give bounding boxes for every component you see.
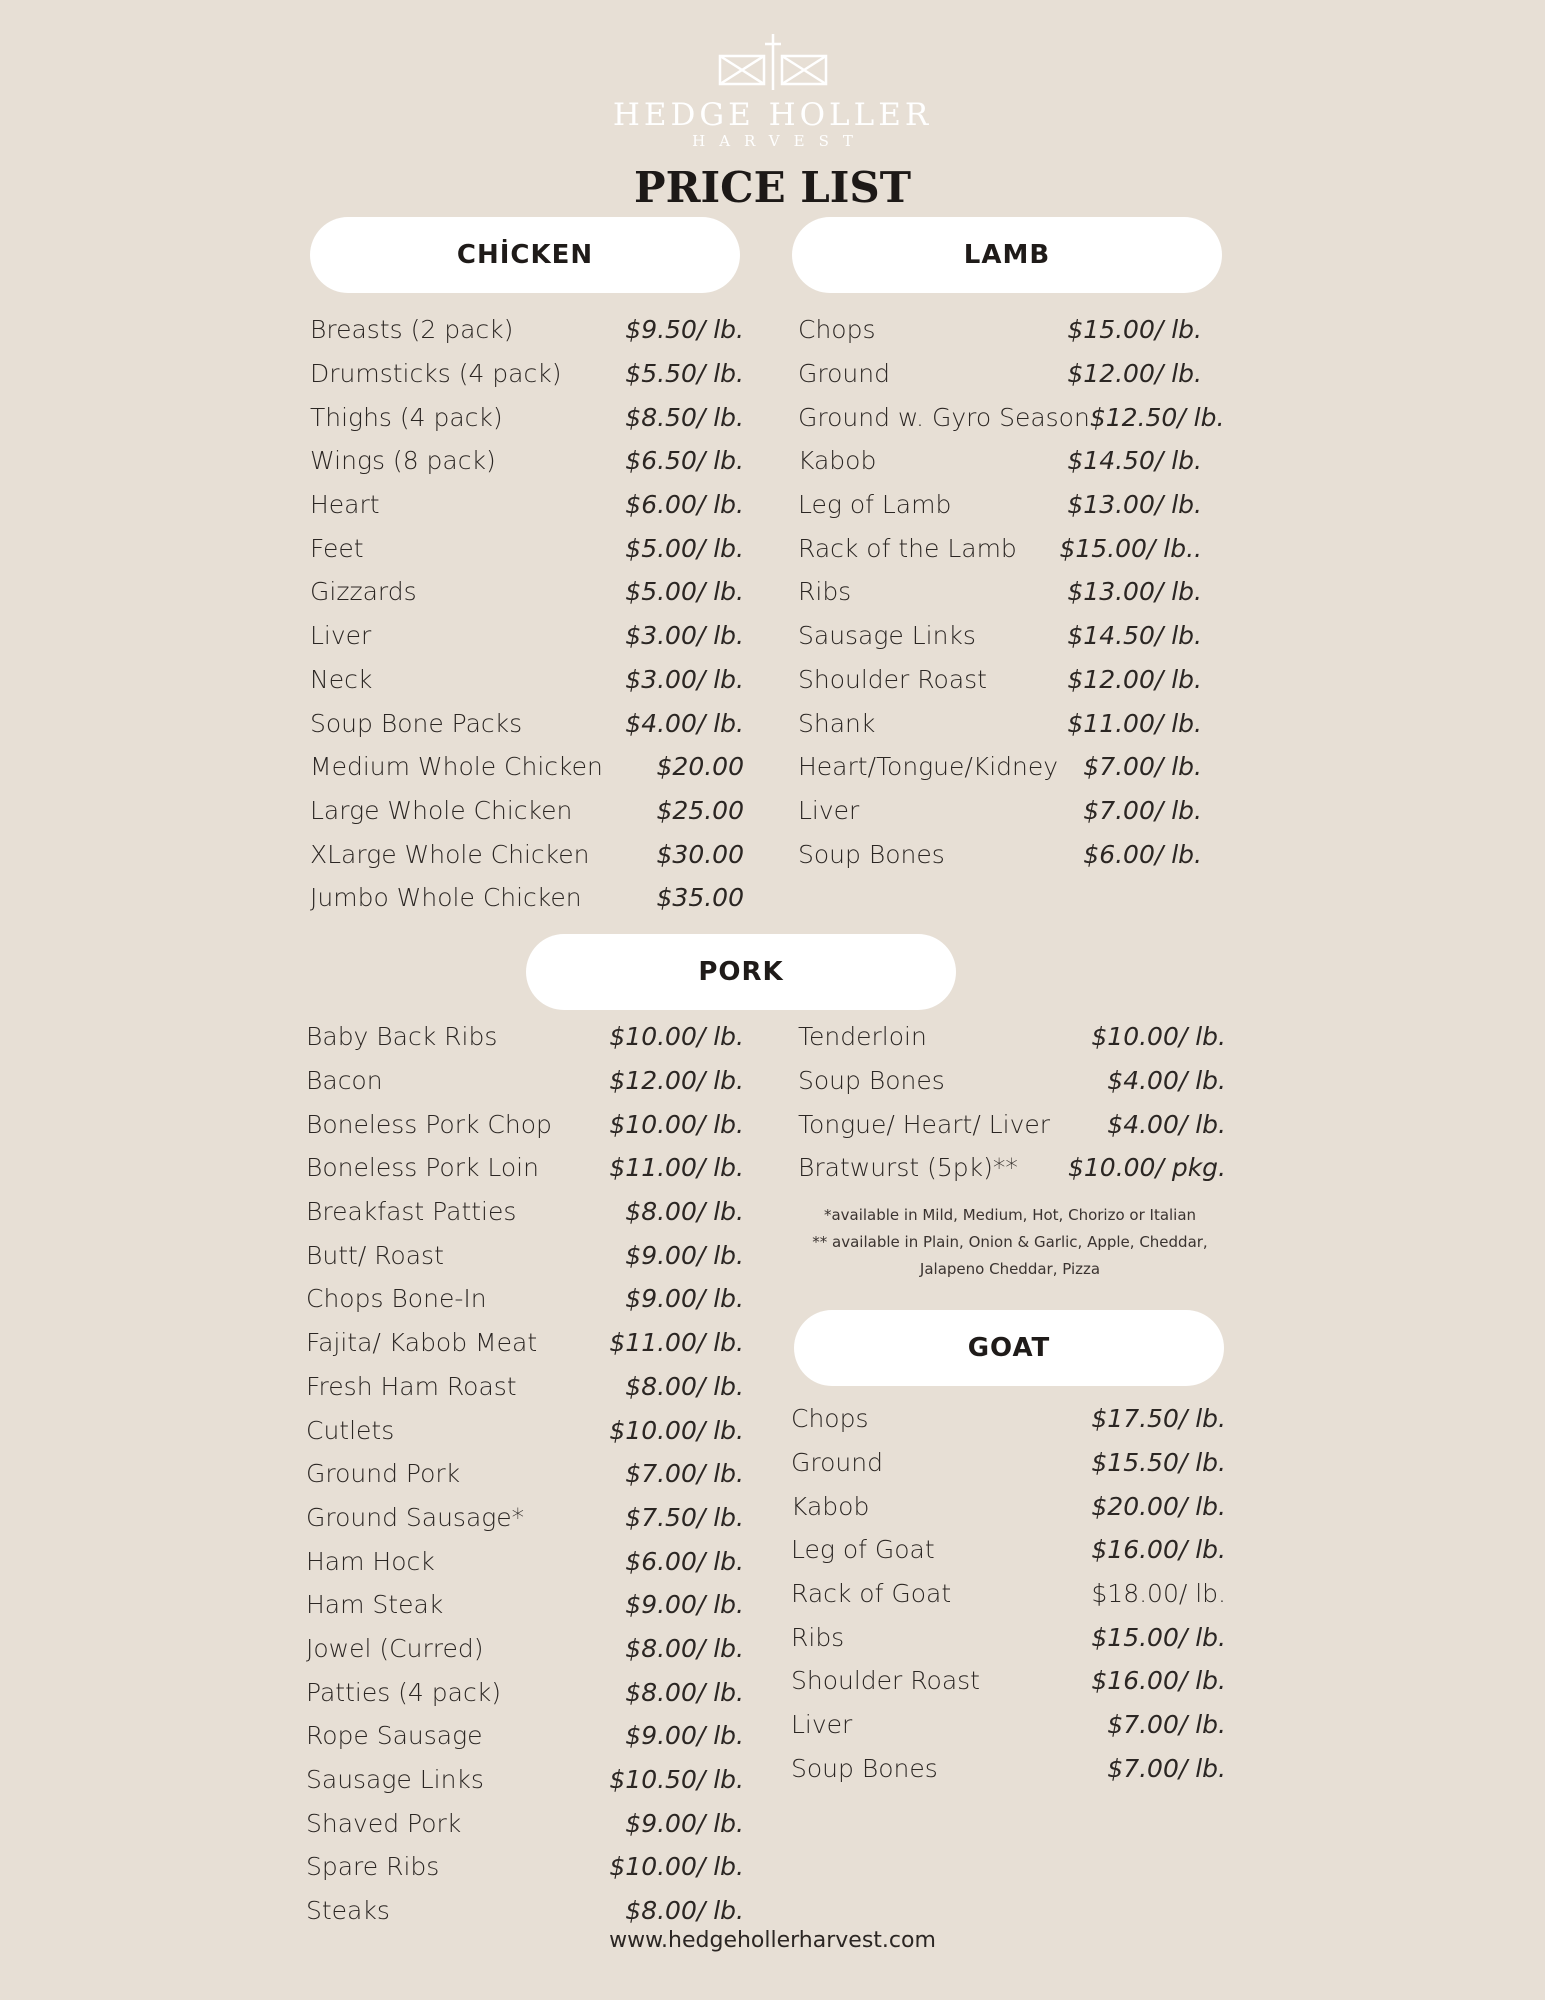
item-name: Ground Sausage* (306, 1502, 525, 1532)
page-title: PRICE LIST (634, 163, 911, 212)
item-name: Bratwurst (5pk)** (798, 1153, 1018, 1183)
item-price: $8.00/ lb. (625, 1677, 744, 1707)
chicken-price-list (310, 308, 744, 920)
goat-price-list (791, 1397, 1226, 1790)
section-header-chicken: CHİCKEN (310, 217, 740, 293)
pork-price-list-left (306, 1015, 744, 1932)
item-name: Thighs (4 pack) (310, 402, 503, 432)
pork-availability-notes (795, 1202, 1225, 1283)
item-name: Feet (310, 533, 364, 563)
item-name: Soup Bone Packs (310, 708, 523, 738)
item-name: Jowel (Curred) (306, 1633, 484, 1663)
price-row (798, 352, 1202, 396)
item-price: $9.00/ lb. (625, 1590, 744, 1620)
price-row (306, 1758, 744, 1802)
item-price: $5.00/ lb. (625, 577, 744, 607)
price-row (310, 745, 744, 789)
item-name: Rack of Goat (791, 1579, 952, 1609)
item-name: Boneless Pork Loin (306, 1153, 539, 1183)
item-name: Fajita/ Kabob Meat (306, 1328, 538, 1358)
item-price: $13.00/ lb. (1067, 577, 1202, 607)
price-row (310, 832, 744, 876)
item-name: Wings (8 pack) (310, 446, 496, 476)
price-row (791, 1441, 1226, 1485)
item-price: $11.00/ lb. (609, 1153, 744, 1183)
price-row (791, 1703, 1226, 1747)
item-price: $3.00/ lb. (625, 621, 744, 651)
price-row (310, 395, 744, 439)
item-price: $7.00/ lb. (1107, 1753, 1226, 1783)
price-row (798, 1059, 1226, 1103)
price-row (791, 1747, 1226, 1791)
item-price: $4.00/ lb. (1107, 1066, 1226, 1096)
item-price: $8.50/ lb. (625, 402, 744, 432)
price-row (791, 1484, 1226, 1528)
price-row (306, 1233, 744, 1277)
item-name: Breakfast Patties (306, 1197, 517, 1227)
item-name: Shoulder Roast (791, 1666, 980, 1696)
item-price: $10.00/ lb. (609, 1852, 744, 1882)
item-price: $3.00/ lb. (625, 664, 744, 694)
item-name: Shaved Pork (306, 1808, 462, 1838)
price-row (798, 789, 1202, 833)
item-name: Rack of the Lamb (798, 533, 1017, 563)
item-name: Soup Bones (798, 839, 945, 869)
item-name: Soup Bones (791, 1753, 938, 1783)
item-name: Ham Hock (306, 1546, 435, 1576)
item-name: Ground (798, 359, 890, 389)
item-name: XLarge Whole Chicken (310, 839, 590, 869)
section-header-goat: GOAT (794, 1310, 1224, 1386)
price-row (306, 1801, 744, 1845)
item-price: $12.00/ lb. (609, 1066, 744, 1096)
brand-logo (0, 32, 1545, 150)
item-price: $5.00/ lb. (625, 533, 744, 563)
item-name: Leg of Lamb (798, 490, 952, 520)
item-name: Medium Whole Chicken (310, 752, 603, 782)
price-row (306, 1627, 744, 1671)
item-price: $6.50/ lb. (625, 446, 744, 476)
item-price: $10.50/ lb. (609, 1765, 744, 1795)
item-name: Drumsticks (4 pack) (310, 359, 562, 389)
price-row (798, 658, 1202, 702)
item-price: $7.00/ lb. (1107, 1710, 1226, 1740)
price-row (791, 1572, 1226, 1616)
item-price: $6.00/ lb. (1083, 839, 1202, 869)
item-price: $4.00/ lb. (1107, 1109, 1226, 1139)
item-name: Large Whole Chicken (310, 795, 573, 825)
brand-subtitle: HARVEST (692, 132, 867, 150)
price-row (798, 1015, 1226, 1059)
item-name: Kabob (791, 1491, 870, 1521)
item-name: Ham Steak (306, 1590, 444, 1620)
item-name: Sausage Links (306, 1765, 484, 1795)
item-name: Rope Sausage (306, 1721, 483, 1751)
price-row (306, 1059, 744, 1103)
item-price: $15.50/ lb. (1091, 1448, 1226, 1478)
price-row (798, 832, 1202, 876)
price-row (791, 1528, 1226, 1572)
item-name: Kabob (798, 446, 877, 476)
item-price: $6.00/ lb. (625, 1546, 744, 1576)
price-row (798, 439, 1202, 483)
item-name: Gizzards (310, 577, 417, 607)
item-name: Neck (310, 664, 373, 694)
item-name: Liver (798, 795, 860, 825)
item-price: $14.50/ lb. (1067, 621, 1202, 651)
item-price: $9.00/ lb. (625, 1808, 744, 1838)
item-name: Heart (310, 490, 380, 520)
price-row (798, 483, 1202, 527)
item-name: Butt/ Roast (306, 1240, 444, 1270)
price-row (310, 658, 744, 702)
item-name: Leg of Goat (791, 1535, 935, 1565)
gate-with-cross-icon (713, 32, 833, 92)
item-name: Liver (791, 1710, 853, 1740)
price-row (306, 1539, 744, 1583)
item-price: $20.00 (656, 752, 744, 782)
item-price: $14.50/ lb. (1067, 446, 1202, 476)
item-price: $5.50/ lb. (625, 359, 744, 389)
item-name: Chops (791, 1404, 869, 1434)
item-price: $12.00/ lb. (1067, 359, 1202, 389)
section-header-lamb: LAMB (792, 217, 1222, 293)
item-price: $9.00/ lb. (625, 1721, 744, 1751)
item-name: Baby Back Ribs (306, 1022, 498, 1052)
price-row (798, 701, 1202, 745)
item-name: Chops (798, 315, 876, 345)
item-name: Shoulder Roast (798, 664, 987, 694)
item-price: $18.00/ lb. (1091, 1579, 1226, 1609)
item-price: $20.00/ lb. (1091, 1491, 1226, 1521)
item-price: $15.00/ lb. (1091, 1622, 1226, 1652)
price-row (310, 876, 744, 920)
note-line: Jalapeno Cheddar, Pizza (919, 1260, 1101, 1278)
price-row (791, 1397, 1226, 1441)
item-price: $10.00/ lb. (609, 1415, 744, 1445)
item-price: $10.00/ pkg. (1067, 1153, 1226, 1183)
price-row (306, 1889, 744, 1933)
item-name: Bacon (306, 1066, 383, 1096)
item-price: $10.00/ lb. (1091, 1022, 1226, 1052)
price-row (798, 1146, 1226, 1190)
item-price: $4.00/ lb. (625, 708, 744, 738)
price-row (310, 701, 744, 745)
item-price: $10.00/ lb. (609, 1022, 744, 1052)
item-name: Chops Bone-In (306, 1284, 487, 1314)
item-price: $7.00/ lb. (1083, 795, 1202, 825)
item-name: Ground w. Gyro Season (798, 402, 1090, 432)
item-price: $35.00 (656, 883, 744, 913)
price-row (306, 1845, 744, 1889)
item-price: $8.00/ lb. (625, 1371, 744, 1401)
item-price: $15.00/ lb. (1067, 315, 1202, 345)
price-row (306, 1670, 744, 1714)
item-price: $11.00/ lb. (609, 1328, 744, 1358)
item-price: $30.00 (656, 839, 744, 869)
price-row (306, 1714, 744, 1758)
note-line: ** available in Plain, Onion & Garlic, Apple, Cheddar, (812, 1233, 1208, 1251)
item-name: Soup Bones (798, 1066, 945, 1096)
item-price: $8.00/ lb. (625, 1896, 744, 1926)
website-link[interactable]: www.hedgehollerharvest.com (609, 1928, 936, 1953)
price-row (306, 1408, 744, 1452)
price-row (310, 614, 744, 658)
price-row (798, 526, 1202, 570)
item-name: Breasts (2 pack) (310, 315, 514, 345)
item-name: Sausage Links (798, 621, 976, 651)
item-name: Tongue/ Heart/ Liver (798, 1109, 1051, 1139)
price-row (306, 1321, 744, 1365)
item-name: Fresh Ham Roast (306, 1371, 517, 1401)
item-price: $6.00/ lb. (625, 490, 744, 520)
item-price: $15.00/ lb.. (1059, 533, 1202, 563)
price-row (798, 745, 1202, 789)
price-row (306, 1015, 744, 1059)
price-row (798, 395, 1225, 439)
price-row (310, 526, 744, 570)
item-price: $17.50/ lb. (1091, 1404, 1226, 1434)
price-row (310, 352, 744, 396)
price-row (306, 1277, 744, 1321)
item-name: Cutlets (306, 1415, 395, 1445)
brand-name: HEDGE HOLLER (612, 97, 933, 133)
price-row (798, 308, 1202, 352)
item-price: $13.00/ lb. (1067, 490, 1202, 520)
price-row (791, 1659, 1226, 1703)
item-price: $12.50/ lb. (1089, 402, 1225, 432)
item-price: $12.00/ lb. (1067, 664, 1202, 694)
item-price: $8.00/ lb. (625, 1633, 744, 1663)
item-name: Ground Pork (306, 1459, 461, 1489)
item-name: Ribs (798, 577, 852, 607)
price-row (791, 1615, 1226, 1659)
price-row (310, 789, 744, 833)
item-price: $9.00/ lb. (625, 1240, 744, 1270)
price-row (306, 1146, 744, 1190)
item-name: Patties (4 pack) (306, 1677, 501, 1707)
item-name: Heart/Tongue/Kidney (798, 752, 1059, 782)
item-name: Liver (310, 621, 372, 651)
item-name: Ground (791, 1448, 883, 1478)
price-row (306, 1190, 744, 1234)
item-name: Spare Ribs (306, 1852, 440, 1882)
item-price: $16.00/ lb. (1091, 1666, 1226, 1696)
price-row (798, 614, 1202, 658)
item-name: Tenderloin (798, 1022, 927, 1052)
price-row (306, 1583, 744, 1627)
item-price: $16.00/ lb. (1091, 1535, 1226, 1565)
item-name: Boneless Pork Chop (306, 1109, 552, 1139)
item-price: $11.00/ lb. (1067, 708, 1202, 738)
item-price: $7.00/ lb. (1083, 752, 1202, 782)
price-row (310, 483, 744, 527)
price-row (306, 1365, 744, 1409)
price-row (310, 570, 744, 614)
price-row (798, 570, 1202, 614)
item-price: $9.50/ lb. (625, 315, 744, 345)
item-price: $10.00/ lb. (609, 1109, 744, 1139)
item-price: $7.50/ lb. (625, 1502, 744, 1532)
price-row (306, 1102, 744, 1146)
section-header-pork: PORK (526, 934, 956, 1010)
price-row (798, 1102, 1226, 1146)
item-price: $25.00 (656, 795, 744, 825)
price-row (310, 308, 744, 352)
item-name: Shank (798, 708, 876, 738)
item-price: $8.00/ lb. (625, 1197, 744, 1227)
item-price: $9.00/ lb. (625, 1284, 744, 1314)
pork-price-list-right (798, 1015, 1226, 1190)
item-price: $7.00/ lb. (625, 1459, 744, 1489)
item-name: Jumbo Whole Chicken (310, 883, 582, 913)
item-name: Steaks (306, 1896, 390, 1926)
price-row (310, 439, 744, 483)
item-name: Ribs (791, 1622, 845, 1652)
price-row (306, 1452, 744, 1496)
price-row (306, 1496, 744, 1540)
note-line: *available in Mild, Medium, Hot, Chorizo or Italian (823, 1206, 1197, 1224)
lamb-price-list (798, 308, 1225, 876)
